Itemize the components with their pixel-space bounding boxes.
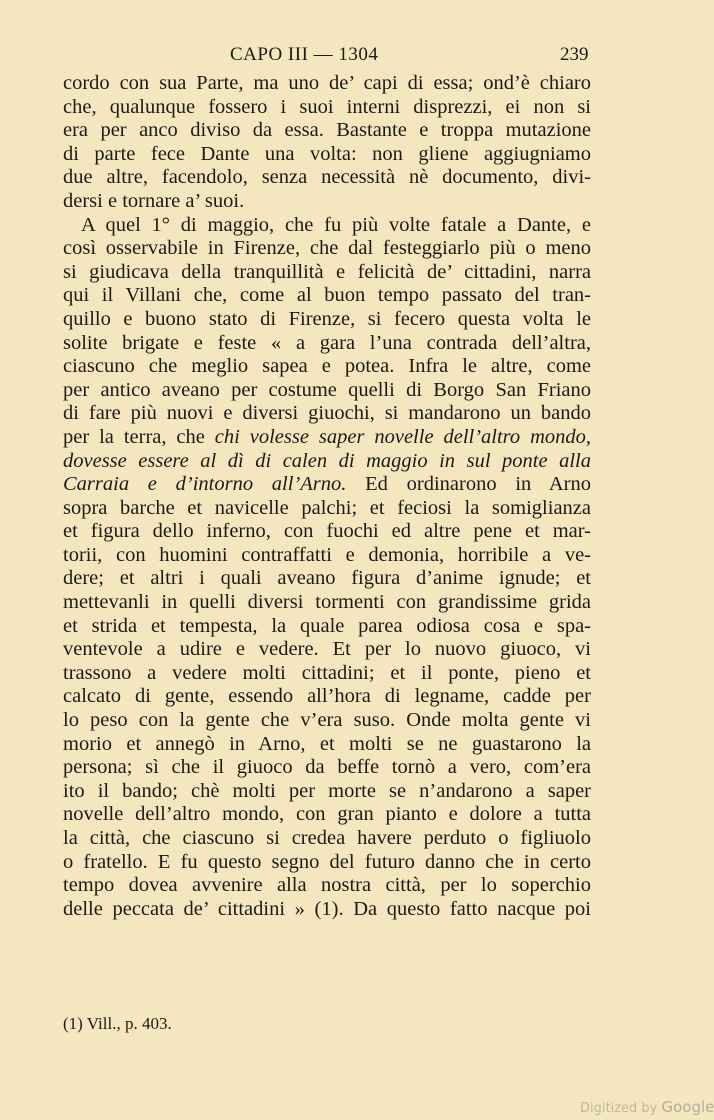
italic-quote: dovesse essere al dì di calen di maggio in sul ponte alla: [63, 449, 591, 472]
text-line: ventevole a udire e vedere. Et per lo nuovo giuoco, vi: [63, 638, 591, 661]
text-line: cordo con sua Parte, ma uno de’ capi di essa; ond’è chiaro: [63, 72, 591, 94]
watermark-prefix: Digitized by: [580, 1101, 662, 1116]
text-line: qui il Villani che, come al buon tempo passato del tran-: [63, 284, 591, 307]
paragraph-start-line: A quel 1° di maggio, che fu più volte fatale a Dante, e: [81, 213, 591, 236]
text-line: per antico aveano per costume quelli di Borgo San Friano: [63, 378, 591, 401]
text-span: Ed ordinarono in Arno: [346, 473, 591, 496]
text-line: lo peso con la gente che v’era suso. Onde molta gente vi: [63, 709, 591, 732]
digitization-watermark: [580, 1098, 714, 1116]
italic-quote: chi volesse saper novelle dell’altro mondo,: [214, 425, 592, 448]
text-line: et figura dello inferno, con fuochi ed altre pene et mar-: [63, 520, 591, 543]
text-line: che, qualunque fossero i suoi interni disprezzi, ei non si: [63, 95, 591, 118]
text-line: trassono a vedere molti cittadini; et il ponte, pieno et: [63, 661, 591, 684]
text-line: di parte fece Dante una volta: non gliene aggiugniamo: [63, 142, 591, 165]
text-line: di fare più nuovi e diversi giuochi, si mandarono un bando: [63, 402, 591, 425]
text-line: si giudicava della tranquillità e felicità de’ cittadini, narra: [63, 260, 591, 283]
text-line: sopra barche et navicelle palchi; et feciosi la somiglianza: [63, 496, 591, 519]
text-line: persona; sì che il giuoco da beffe tornò a vero, com’era: [63, 756, 591, 779]
text-line: mettevanli in quelli diversi tormenti con grandissime grida: [63, 591, 591, 614]
text-line: era per anco diviso da essa. Bastante e troppa mutazione: [63, 119, 591, 142]
footnote: (1) Vill., p. 403.: [63, 1014, 172, 1033]
text-line: novelle dell’altro mondo, con gran pianto e dolore a tutta: [63, 803, 591, 826]
text-line: delle peccata de’ cittadini » (1). Da questo fatto nacque poi: [63, 897, 591, 920]
text-line: o fratello. E fu questo segno del futuro danno che in certo: [63, 850, 591, 873]
italic-quote: Carraia e d’intorno all’Arno.: [63, 473, 347, 496]
text-line: la città, che ciascuno si credea havere perduto o figliuolo: [63, 827, 591, 849]
page-number: 239: [560, 44, 589, 65]
text-line: dere; et altri i quali aveano figura d’anime ignude; et: [63, 567, 591, 590]
text-line: così osservabile in Firenze, che dal festeggiarlo più o meno: [63, 237, 591, 260]
text-line-mixed: [63, 426, 591, 450]
running-head: CAPO III — 1304: [230, 44, 379, 65]
text-line-italic: [63, 450, 591, 474]
text-line: calcato di gente, essendo all’hora di legname, cadde per: [63, 685, 591, 708]
body-text: [63, 72, 591, 921]
text-line: morio et annegò in Arno, et molti se ne guastarono la: [63, 732, 591, 755]
text-line: dersi e tornare a’ suoi.: [63, 189, 245, 212]
text-line: quillo e buono stato di Firenze, si fecero questa volta le: [63, 307, 591, 330]
watermark-brand: Google: [661, 1098, 714, 1116]
text-line: ciascuno che meglio sapea e potea. Infra le altre, come: [63, 355, 591, 378]
text-line: et strida et tempesta, la quale parea odiosa cosa e spa-: [63, 614, 591, 637]
text-line: torii, con huomini contraffatti e demonia, horribile a ve-: [63, 543, 591, 566]
text-span: per la terra, che: [63, 425, 215, 448]
text-line: due altre, facendolo, senza necessità nè documento, divi-: [63, 166, 591, 189]
text-line: ito il bando; chè molti per morte se n’andarono a saper: [63, 779, 591, 802]
text-line-mixed: [63, 473, 591, 497]
text-line: tempo dovea avvenire alla nostra città, per lo soperchio: [63, 874, 591, 897]
text-line: solite brigate e feste « a gara l’una contrada dell’altra,: [63, 331, 591, 354]
